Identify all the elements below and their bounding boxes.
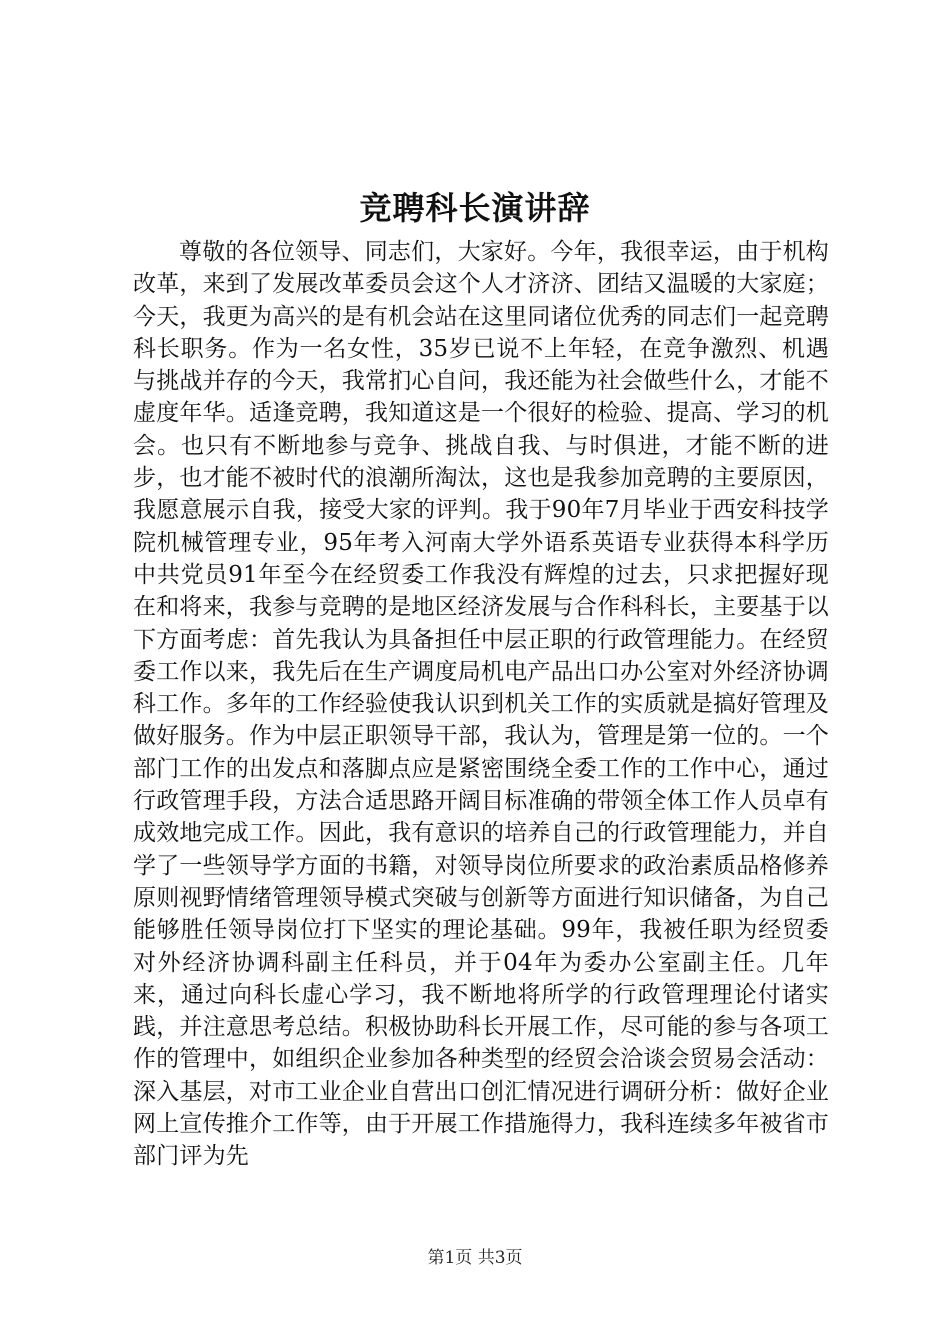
document-title: 竞聘科长演讲辞 [359,189,591,227]
document-body-paragraph: 尊敬的各位领导、同志们，大家好。今年，我很幸运，由于机构改革，来到了发展改革委员会这个人才济济、团结又温暖的大家庭；今天，我更为高兴的是有机会站在这里同诸位优秀的同志们一起竞聘科长职务。作为一名女性，35岁已说不上年轻，在竞争激烈、机遇与挑战并存的今天，我常扪心自问，我还能为社会做些什么，才能不虚度年华。适逢竞聘，我知道这是一个很好的检验、提高、学习的机会。也只有不断地参与竞争、挑战自我、与时俱进，才能不断的进步，也才能不被时代的浪潮所淘汰，这也是我参加竞聘的主要原因，我愿意展示自我，接受大家的评判。我于90年7月毕业于西安科技学院机械管理专业，95年考入河南大学外语系英语专业获得本科学历中共党员91年至今在经贸委工作我没有辉煌的过去，只求把握好现在和将来，我参与竞聘的是地区经济发展与合作科科长，主要基于以下方面考虑：首先我认为具备担任中层正职的行政管理能力。在经贸委工作以来，我先后在生产调度局机电产品出口办公室对外经济协调科工作。多年的工作经验使我认识到机关工作的实质就是搞好管理及做好服务。作为中层正职领导干部，我认为，管理是第一位的。一个部门工作的出发点和落脚点应是紧密围绕全委工作的工作中心，通过行政管理手段，方法合适思路开阔目标准确的带领全体工作人员卓有成效地完成工作。因此，我有意识的培养自己的行政管理能力，并自学了一些领导学方面的书籍，对领导岗位所要求的政治素质品格修养原则视野情绪管理领导模式突破与创新等方面进行知识储备，为自己能够胜任领导岗位打下坚实的理论基础。99年，我被任职为经贸委对外经济协调科副主任科员，并于04年为委办公室副主任。几年来，通过向科长虚心学习，我不断地将所学的行政管理理论付诸实践，并注意思考总结。积极协助科长开展工作，尽可能的参与各项工作的管理中，如组织企业参加各种类型的经贸会洽谈会贸易会活动：深入基层，对市工业企业自营出口创汇情况进行调研分析：做好企业网上宣传推介工作等，由于开展工作措施得力，我科连续多年被省市部门评为先 [133,239,829,1170]
page-number-footer: 第1页 共3页 [427,1248,523,1268]
